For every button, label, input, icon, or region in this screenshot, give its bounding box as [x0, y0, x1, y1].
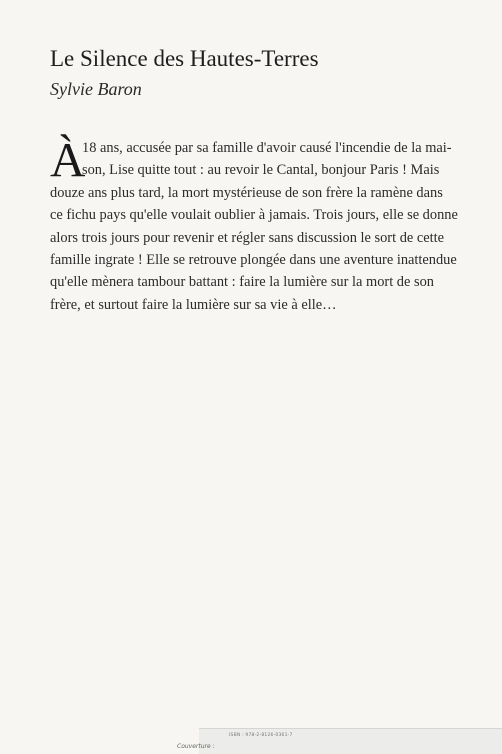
blurb-line: famille ingrate ! Elle se retrouve plongée dans une aventure inattendue: [50, 251, 457, 268]
blurb-line: ce fichu pays qu'elle voulait oublier à jamais. Trois jours, elle se donne: [50, 207, 458, 224]
blurb-text: [50, 132, 458, 316]
cover-credit: Couverture :: [177, 743, 215, 750]
drop-cap: À: [50, 132, 86, 187]
blurb-line: douze ans plus tard, la mort mystérieuse de son frère la ramène dans: [50, 184, 443, 201]
blurb-line: frère, et surtout faire la lumière sur sa vie à elle…: [50, 296, 337, 313]
book-author: Sylvie Baron: [50, 79, 142, 99]
blurb-line: alors trois jours pour revenir et régler sans discussion le sort de cette: [50, 229, 445, 246]
blurb-line: son, Lise quitte tout : au revoir le Cantal, bonjour Paris ! Mais: [82, 162, 440, 179]
book-title: Le Silence des Hautes-Terres: [50, 46, 319, 71]
isbn-text: ISBN : 978-2-8126-0361-7: [229, 733, 293, 738]
barcode-area: [199, 728, 502, 754]
blurb-line: 18 ans, accusée par sa famille d'avoir causé l'incendie de la mai-: [82, 140, 452, 156]
blurb-line: qu'elle mènera tambour battant : faire la lumière sur la mort de son: [50, 274, 434, 291]
